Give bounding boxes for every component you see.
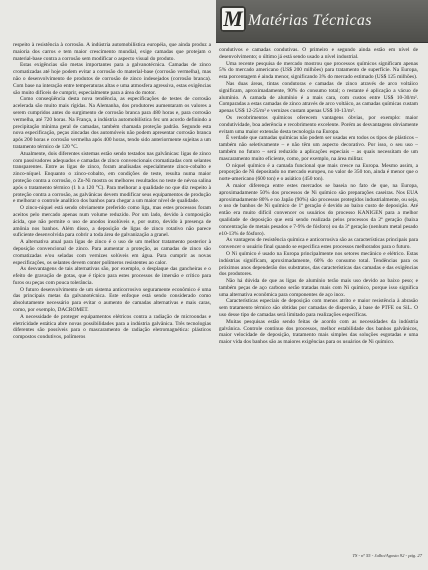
paragraph: Os recobrimentos químicos oferecem vantagens óbvias, por exemplo: maior condutividade, boa aderência e recobrimento excelente. Porém as desvantagens obviamente evitam uma maior extensão desta tecnologia na Europa. [219, 114, 418, 135]
paragraph: Estas exigências são metas importantes para a galvanotécnica. Camadas de zinco cromatizadas até hoje podem evitar a corrosão do material-base (corrosão vermelha), mas não o desenvolvimento de produtos de corrosão de zinco indesejados (corrosão branca). Com base na interação entre temperaturas altas e uma atmosfera agressiva, estas exigências são muito difíceis de cumprir, especialmente para a área do motor. [13, 62, 211, 96]
paragraph: respeito à resistência à corrosão. A indústria automobilística européia, que ainda produz a maioria dos carros e tem maior crescimento mundial, exige camadas que protejam o material-base contra a corrosão sem modificar o aspecto visual do produto. [13, 42, 211, 62]
paragraph: A alternativa atual para ligas de zinco é o uso de um melhor tratamento posterior à deposição convencional de zinco. Para aumentar a proteção, as camadas de zinco são cromatizadas e/ou seladas com vernizes solúveis em água. Para cumprir as novas especificações, os selantes devem conter polímeros resistentes ao calor. [13, 239, 211, 266]
paragraph: A maior diferença entre estes mercados se baseia no fato de que, na Europa, aproximadamente 50% dos processos de Ni químico são preparações caseiras. Nos EUA aproximadamente 80% e no Japão (90%) são processos protegidos industrialmente, ou seja, o uso de banhos de Ni químico de 1ª geração é devido ao baixo custo de deposição. Até então era muito difícil convencer os usuários do processo KANIGEN para a melhor qualidade de deposição que está sendo realizada pelos processos da 2ª geração (baixa concentração de metais pesados e 7-9% de fósforo) ou da 3ª geração (nenhum metal pesado e10-13% de fósforo). [219, 182, 418, 237]
paragraph: Características especiais de deposição com menos atrito e maior resistência à abrasão sem tratamento térmico são obtidas por camadas de dispersão, à base de PTFE ou SiL. O uso desse tipo de camadas será limitado para realizações específicas. [219, 298, 418, 319]
paragraph: Não há dúvida de que as ligas de alumínio terão mais uso devido ao baixo peso; e também peças de aço carbono serão tratadas mais com Ni químico, porque isso significa uma alternativa econômica para componentes de aço inox. [219, 278, 418, 298]
paragraph: As desvantagens de tais alternativas são, por exemplo, o desplaque das gancheiras e o efeito de gravação de gotas, que é típico para estes processos de imersão e crítico para furos ou peças com pouca tolerância. [13, 266, 211, 286]
paragraph: Muitas pesquisas estão sendo feitas de acordo com as necessidades da indústria galvânica. Controle contínuo dos processos, melhor estabilidade dos banhos galvânicos, maior velocidade de deposição, tratamento mais simples das soluções esgotadas e uma maior vida dos banhos são as maiores exigências para os usuários de Ni químico. [219, 318, 418, 346]
paragraph: A necessidade de proteger equipamentos elétricos contra a radiação de microondas e eletricidade estática abre novas possibilidades para a indústria galvânica. Três tecnologias diferentes são possíveis para o mascaramento de radiação eletromagnética: plásticos compostos condutivos, polímeros [13, 313, 211, 341]
paragraph: Uma recente pesquisa de mercado mostrou que processos químicos significam apenas 5% do mercado americano (US$ 200 milhões) para tratamento de superfície. Na Europa, esta porcentagem é ainda menor, significando 3% do mercado estimado (US$ 125 milhões). [219, 60, 418, 81]
paragraph: As vantagens de resistência química e anticorrosiva são as características principais para convencer o usuário final quando se especifica estes processos melhorados para o futuro. [219, 237, 418, 251]
paragraph: O Ni químico é usado na Europa principalmente nos setores mecânico e elétrico. Estas indústrias significam, aproximadamente, 60% do consumo total. Tendências para os próximos anos dependerão dos substratos, das características das camadas e das exigências dos produtores. [219, 250, 418, 278]
paragraph: Nas duas áreas, tintas condutoras e camadas de zinco através de arco voltáico significam, aproximadamente, 90% do consumo total; o restante é aplicação a vácuo de alumínio. A camada de alumínio é a mais cara, com custos entre US$ 10-30/m². Comparadas a estas camadas de zinco através de arco voltáico, as camadas químicas custam apenas US$ 12-25/m² e vernizes custam apenas US$ 10-13/m². [219, 80, 418, 115]
paragraph: O zinco-níquel está sendo obviamente preferido como liga, mas estes processos foram aceitos pelo mercado apenas num volume reduzido. Por um lado, devido à composição ácida, que não permite o uso de anodos insolúveis e, por outro, devido à presença de amônia nos banhos. Além disso, a deposição de ligas de zinco rotativo não parece suficiente desenvolvida para cobrir a toda área de galvanização a granel. [13, 205, 211, 239]
section-title: Matérias Técnicas [248, 12, 372, 29]
page-footer: TS - nº 55 - Julho/Agosto 92 - pág. 27 [352, 553, 422, 558]
section-logo-icon [220, 6, 246, 32]
paragraph: O níquel químico é a camada funcional que mais cresce na Europa. Mesmo assim, a proporção de Ni depositado no mercado europeu, no valor de 350 ton, ainda é menor que o norte-americano (600 ton) e o asiático (450 ton). [219, 162, 418, 183]
left-text-column [13, 42, 211, 542]
paragraph: É verdade que camadas químicas não podem ser usadas em todos os tipos de plásticos – também não seletivamente – e não têm um aspecto decorativo. Por isso, o seu uso – também no futuro – será reduzido a aplicações especiais – as quais necessitam de um mascaramento muito eficiente, como, por exemplo, na área militar. [219, 135, 418, 162]
paragraph: condutivos e camadas condutivas. O primeiro e segundo ainda estão em nível de desenvolvimento; o último já está sendo usado a nível industrial. [219, 47, 418, 60]
paragraph: O futuro desenvolvimento de um sistema anticorrosivo seguramente econômico é uma das principais metas da galvanotécnica. Este enfoque está sendo considerado como absolutamente necessário para evitar o aumento de camadas alternativas e mais caras, como, por exemplo, DACROMET. [13, 286, 211, 314]
section-logo-letter: M [223, 6, 243, 31]
right-text-column [219, 47, 418, 542]
paragraph: Como conseqüência desta nova tendência, as especificações de testes de corrosão acelerada são muito mais rígidas. Na Alemanha, dos produtores aumentaram os valores a serem cumpridos antes do surgimento de corrosão branca para 480 horas e, para corrosão vermelha, até 720 horas. Na França, a indústria automobilística fez um acordo definindo a precipitação mínima geral de camadas, também chamada proteção padrão. Segundo esta nova especificação, peças zincadas dos automóveis não podem apresentar corrosão branca após 200 horas e corrosão vermelha após 400 horas, tendo sido anteriormente sujeitas a um tratamento térmico de 120 °C. [13, 96, 211, 150]
paragraph: Atualmente, dois diferentes sistemas estão sendo testados nas galvânicas: ligas de zinco com passivadores adequados e camadas de zinco convencionais cromatizadas com selantes transparentes. Entre as ligas de zinco, foram analisadas especialmente zinco-cobalto e zinco-níquel. Enquanto o zinco-cobalto, em condições de teste, resulta numa maior proteção contra a corrosão, o Zn-Ni mostra os melhores resultados no teste de névoa salina após o tratamento térmico (1 h a 120 °C). Para melhorar a qualidade no que diz respeito à proteção contra a corrosão, as galvânicas devem modificar seus equipamentos de produção e melhorar o controle analítico dos banhos para chegar a um maior nível de qualidade. [13, 150, 211, 205]
